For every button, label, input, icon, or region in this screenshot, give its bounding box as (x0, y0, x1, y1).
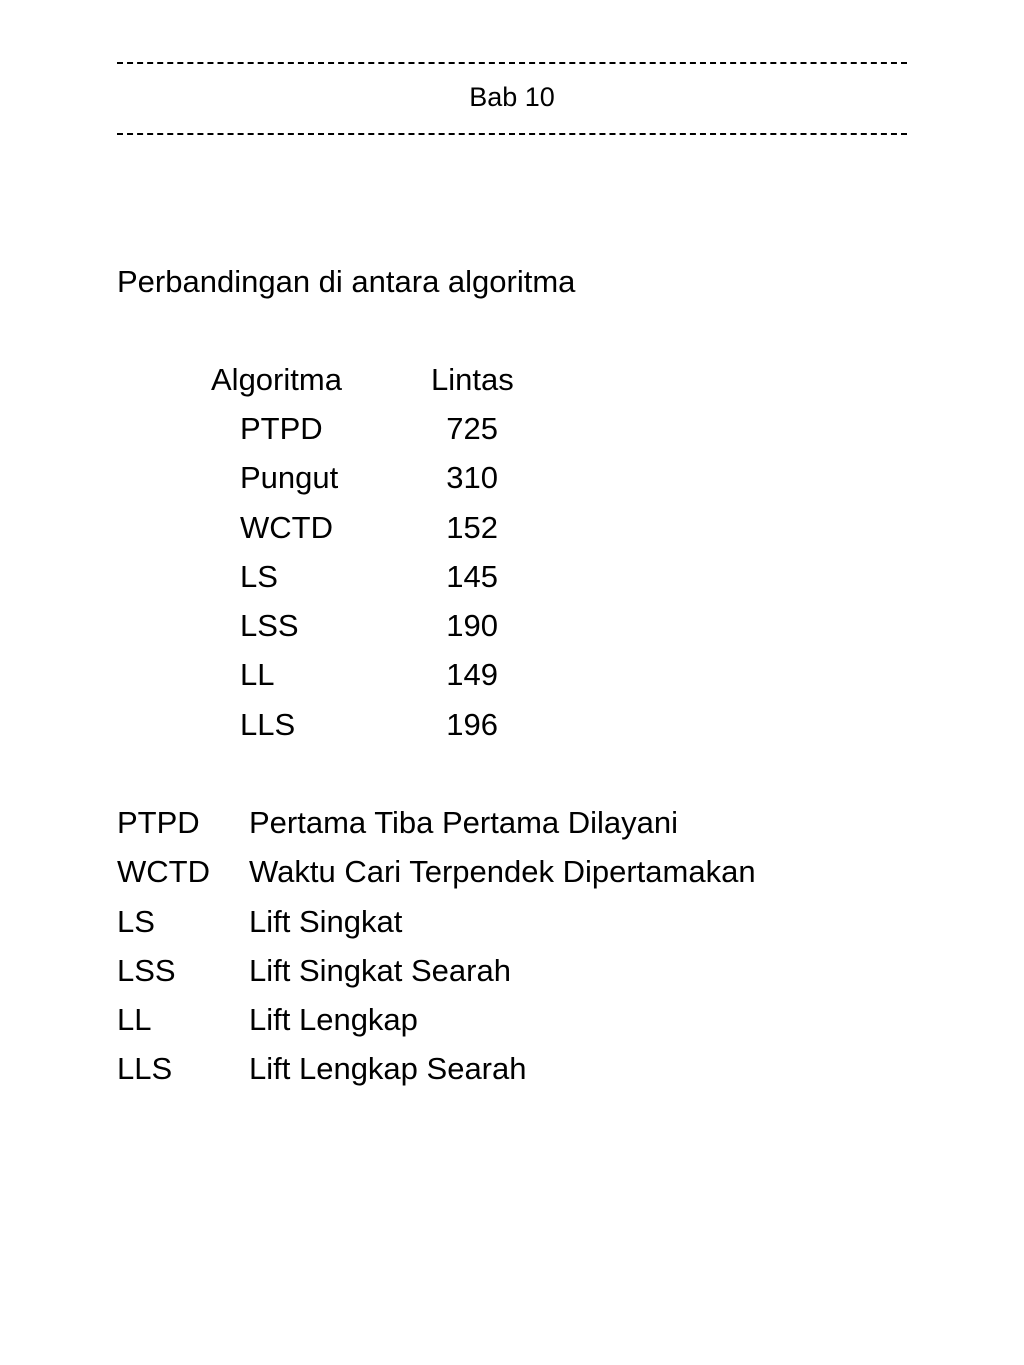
legend-abbreviation: LSS (117, 952, 176, 988)
table-header-lintas: Lintas (431, 362, 514, 397)
chapter-title: Bab 10 (469, 82, 555, 112)
algorithm-name: LS (240, 558, 278, 594)
table-row (240, 411, 540, 460)
legend-abbreviation: LL (117, 1002, 152, 1038)
legend-abbreviation: LS (117, 903, 155, 939)
algorithm-name: LSS (240, 608, 299, 644)
legend-row (117, 805, 917, 854)
lintas-value: 149 (446, 657, 498, 693)
legend-description: Lift Singkat (249, 903, 403, 939)
legend-abbreviation: PTPD (117, 805, 200, 840)
lintas-value: 152 (446, 509, 498, 545)
legend-description: Lift Lengkap (249, 1002, 418, 1038)
legend-row (117, 904, 917, 953)
legend-row (117, 854, 917, 903)
table-row (240, 460, 540, 509)
algorithm-name: WCTD (240, 509, 333, 545)
section-heading: Perbandingan di antara algoritma (117, 264, 576, 299)
algorithm-name: LL (240, 657, 275, 693)
abbreviation-legend (117, 805, 917, 1101)
table-row (240, 510, 540, 559)
header-divider-bottom (117, 133, 907, 135)
legend-description: Lift Singkat Searah (249, 952, 511, 988)
table-row (240, 657, 540, 706)
legend-description: Lift Lengkap Searah (249, 1051, 527, 1087)
lintas-value: 310 (446, 460, 498, 496)
lintas-value: 196 (446, 706, 498, 742)
comparison-table (240, 411, 540, 756)
legend-description: Waktu Cari Terpendek Dipertamakan (249, 854, 756, 890)
lintas-value: 145 (446, 558, 498, 594)
table-row (240, 707, 540, 756)
table-row (240, 559, 540, 608)
lintas-value: 725 (446, 411, 498, 446)
lintas-value: 190 (446, 608, 498, 644)
legend-abbreviation: LLS (117, 1051, 173, 1087)
algorithm-name: LLS (240, 706, 296, 742)
legend-row (117, 953, 917, 1002)
legend-row (117, 1002, 917, 1051)
legend-abbreviation: WCTD (117, 854, 210, 890)
legend-row (117, 1051, 917, 1100)
table-row (240, 608, 540, 657)
algorithm-name: PTPD (240, 411, 323, 446)
algorithm-name: Pungut (240, 460, 339, 496)
legend-description: Pertama Tiba Pertama Dilayani (249, 805, 679, 840)
table-header-algoritma: Algoritma (211, 362, 342, 397)
header-divider-top (117, 62, 907, 64)
